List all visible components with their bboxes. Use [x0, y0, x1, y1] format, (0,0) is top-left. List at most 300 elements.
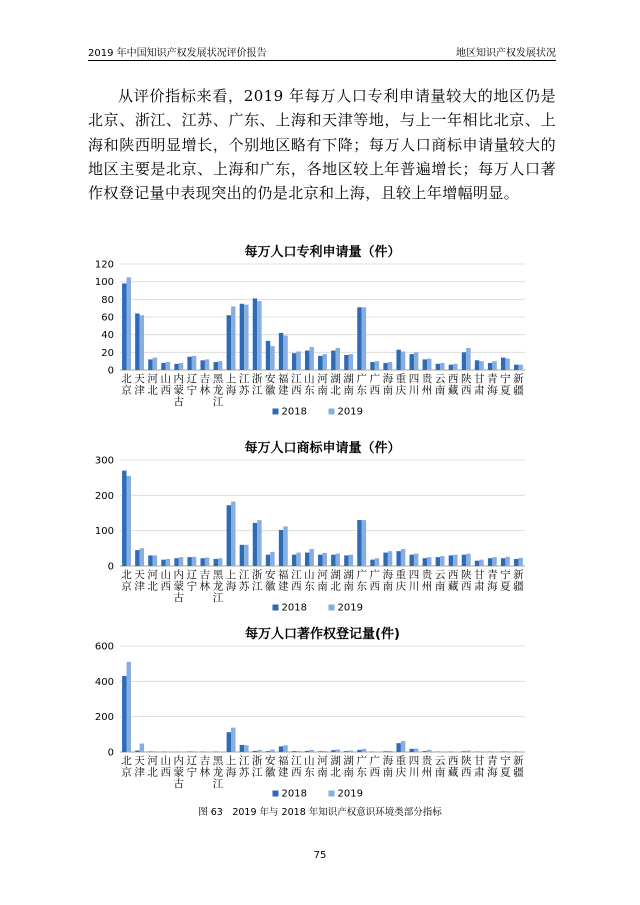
x-tick-label: 贵州: [421, 569, 433, 593]
x-tick-label: 河北: [147, 373, 158, 397]
x-tick-label: 西藏: [447, 569, 459, 593]
copyright-chart: [70, 622, 570, 809]
bar-2018: [488, 558, 492, 566]
bar-2019: [518, 751, 522, 752]
x-tick-label: 北京: [121, 755, 132, 779]
bar-2019: [309, 347, 313, 370]
bar-2019: [231, 502, 235, 566]
x-tick-label: 内蒙古: [173, 373, 185, 408]
x-tick-label: 青海: [487, 569, 498, 593]
legend-label: 2019: [337, 788, 363, 800]
bar-2019: [179, 363, 183, 370]
bar-2019: [257, 750, 261, 752]
x-tick-label: 广西: [369, 755, 381, 779]
bar-2019: [440, 556, 444, 566]
x-tick-label: 河南: [317, 569, 328, 593]
x-tick-label: 重庆: [395, 569, 407, 593]
bar-2019: [492, 751, 496, 752]
bar-2018: [357, 750, 361, 752]
bar-2018: [200, 360, 204, 370]
y-tick-label: 100: [94, 526, 114, 538]
bar-2018: [410, 749, 414, 752]
bar-2018: [240, 304, 244, 370]
x-tick-label: 山东: [304, 569, 315, 593]
bar-2019: [323, 354, 327, 370]
bar-2019: [518, 365, 522, 370]
x-tick-label: 重庆: [395, 373, 407, 397]
bar-2019: [427, 750, 431, 752]
x-tick-label: 海南: [382, 373, 394, 397]
bar-2018: [501, 751, 505, 752]
x-tick-label: 广东: [356, 569, 367, 593]
x-tick-label: 江苏: [238, 755, 250, 779]
x-tick-label: 新疆: [513, 373, 524, 397]
bar-2019: [205, 558, 209, 566]
bar-2019: [375, 558, 379, 566]
bar-2019: [257, 301, 261, 370]
bar-2019: [479, 560, 483, 566]
y-tick-label: 600: [94, 641, 114, 653]
bar-2018: [266, 751, 270, 752]
bar-2019: [257, 520, 261, 566]
bar-2018: [370, 560, 374, 566]
bar-2018: [187, 557, 191, 566]
bar-2019: [323, 751, 327, 752]
x-tick-label: 山西: [160, 569, 171, 593]
x-tick-label: 河北: [147, 569, 158, 593]
bar-2018: [475, 561, 479, 566]
legend-label: 2019: [337, 602, 363, 614]
bar-2019: [166, 559, 170, 566]
bar-2018: [396, 350, 400, 370]
bar-2018: [462, 352, 466, 370]
bar-2018: [187, 357, 191, 370]
x-tick-label: 安徽: [264, 755, 276, 779]
bar-2019: [192, 356, 196, 370]
x-tick-label: 新疆: [513, 569, 524, 593]
x-tick-label: 云南: [434, 755, 446, 779]
body-paragraph: 从评价指标来看，2019 年每万人口专利申请量较大的地区仍是北京、浙江、江苏、广东、上海和天津等地，与上一年相比北京、上海和陕西明显增长，个别地区略有下降；每万人口商标申请量较大的地区主要是北京、上海和广东，各地区较上年普遍增长；每万人口著作权登记量中表现突出的仍是北京和上海，且较上年增幅明显。: [88, 87, 556, 203]
bar-2018: [423, 558, 427, 566]
bar-2018: [318, 555, 322, 566]
bar-2018: [410, 354, 414, 370]
x-tick-label: 江苏: [238, 373, 250, 397]
x-tick-label: 四川: [408, 569, 420, 593]
bar-2019: [505, 359, 509, 370]
x-tick-label: 上海: [225, 373, 237, 397]
bar-2019: [270, 750, 274, 752]
x-tick-label: 浙江: [251, 569, 263, 593]
x-tick-label: 湖北: [330, 373, 341, 397]
bar-2019: [466, 348, 470, 370]
x-tick-label: 甘肃: [474, 569, 485, 593]
bar-2019: [205, 359, 209, 370]
bar-2018: [240, 745, 244, 752]
x-tick-label: 吉林: [199, 755, 211, 779]
bar-2018: [161, 363, 165, 370]
bar-2018: [462, 751, 466, 752]
x-tick-label: 山东: [304, 755, 315, 779]
bar-2019: [218, 558, 222, 566]
bar-2019: [375, 361, 379, 370]
bar-2019: [362, 749, 366, 752]
x-tick-label: 云南: [434, 373, 446, 397]
patent-chart: [70, 240, 570, 427]
x-tick-label: 天津: [134, 569, 145, 593]
bar-2018: [148, 555, 152, 566]
x-tick-label: 青海: [487, 373, 498, 397]
bar-2019: [166, 362, 170, 370]
bar-2019: [127, 476, 131, 566]
bar-2018: [240, 545, 244, 566]
x-tick-label: 浙江: [251, 373, 263, 397]
x-tick-label: 辽宁: [186, 569, 198, 593]
bar-2018: [370, 362, 374, 370]
bar-2018: [305, 351, 309, 370]
bar-2019: [127, 277, 131, 370]
bar-2019: [505, 751, 509, 752]
bar-2018: [174, 558, 178, 566]
bar-2019: [414, 554, 418, 566]
x-tick-label: 西藏: [447, 373, 459, 397]
bar-2019: [283, 336, 287, 370]
header-right: 地区知识产权发展状况: [456, 48, 556, 59]
y-tick-label: 0: [107, 561, 114, 573]
bar-2019: [440, 363, 444, 370]
bar-2019: [427, 359, 431, 370]
bar-2019: [192, 751, 196, 752]
bar-2018: [214, 559, 218, 566]
x-tick-label: 吉林: [199, 569, 211, 593]
legend-label: 2018: [281, 788, 307, 800]
bar-2019: [362, 520, 366, 566]
x-tick-label: 山西: [160, 373, 171, 397]
bar-2018: [266, 341, 270, 370]
x-tick-label: 辽宁: [186, 373, 198, 397]
bar-2019: [518, 558, 522, 566]
bar-2019: [296, 751, 300, 752]
bar-2019: [362, 307, 366, 370]
x-tick-label: 北京: [121, 373, 132, 397]
y-tick-label: 100: [94, 277, 114, 289]
bar-2019: [296, 351, 300, 370]
bar-2018: [318, 751, 322, 752]
bar-2018: [227, 505, 231, 566]
bar-2019: [414, 748, 418, 752]
x-tick-label: 西藏: [447, 755, 459, 779]
legend-label: 2018: [281, 602, 307, 614]
bar-2018: [318, 356, 322, 370]
header-left: 2019 年中国知识产权发展状况评价报告: [88, 48, 267, 59]
bar-2019: [127, 662, 131, 752]
bar-2018: [253, 298, 257, 370]
legend-swatch: [329, 791, 335, 797]
bar-2018: [410, 555, 414, 566]
x-tick-label: 江西: [291, 373, 302, 397]
bar-2018: [383, 751, 387, 752]
bar-2018: [135, 313, 139, 370]
y-tick-label: 300: [94, 455, 114, 467]
x-tick-label: 河北: [147, 755, 158, 779]
bar-2018: [187, 751, 191, 752]
y-tick-label: 400: [94, 676, 114, 688]
y-tick-label: 80: [101, 294, 114, 306]
bar-2019: [349, 354, 353, 370]
x-tick-label: 天津: [134, 373, 145, 397]
bar-2019: [388, 362, 392, 370]
x-tick-label: 广西: [369, 569, 381, 593]
x-tick-label: 新疆: [513, 755, 524, 779]
x-tick-label: 黑龙江: [212, 569, 224, 604]
bar-2019: [244, 305, 248, 370]
bar-2018: [462, 555, 466, 566]
x-tick-label: 江西: [291, 755, 302, 779]
y-tick-label: 200: [94, 712, 114, 724]
bar-2018: [266, 555, 270, 566]
bar-2019: [336, 750, 340, 752]
bar-2019: [244, 545, 248, 566]
x-tick-label: 湖南: [343, 755, 354, 779]
x-tick-label: 广东: [356, 755, 367, 779]
x-tick-label: 陕西: [460, 373, 472, 397]
bar-2019: [466, 751, 470, 752]
bar-2019: [231, 728, 235, 752]
x-tick-label: 青海: [487, 755, 498, 779]
bar-2019: [401, 351, 405, 370]
bar-2018: [214, 362, 218, 370]
bar-2019: [166, 751, 170, 752]
x-tick-label: 湖南: [343, 373, 354, 397]
bar-2018: [227, 315, 231, 370]
x-tick-label: 贵州: [421, 373, 433, 397]
bar-2018: [122, 471, 126, 566]
bar-2019: [466, 554, 470, 566]
bar-2018: [344, 355, 348, 370]
chart-title: 每万人口著作权登记量(件): [245, 627, 400, 642]
x-tick-label: 江苏: [238, 569, 250, 593]
bar-2018: [383, 553, 387, 566]
bar-2018: [514, 365, 518, 370]
bar-2018: [423, 359, 427, 370]
bar-2019: [479, 361, 483, 370]
bar-2019: [296, 553, 300, 566]
bar-2019: [270, 552, 274, 566]
bar-2018: [122, 676, 126, 752]
bar-2019: [192, 557, 196, 566]
bar-2018: [305, 751, 309, 752]
bar-2019: [505, 557, 509, 566]
bar-2019: [153, 555, 157, 566]
bar-2019: [440, 751, 444, 752]
x-tick-label: 江西: [291, 569, 302, 593]
x-tick-label: 宁夏: [500, 373, 511, 397]
x-tick-label: 安徽: [264, 373, 276, 397]
x-tick-label: 湖北: [330, 569, 341, 593]
chart-title: 每万人口专利申请量（件）: [244, 245, 401, 260]
bar-2018: [449, 555, 453, 566]
bar-2019: [336, 348, 340, 370]
bar-2019: [140, 744, 144, 752]
x-tick-label: 广东: [356, 373, 367, 397]
bar-2018: [331, 750, 335, 752]
bar-2018: [292, 555, 296, 566]
bar-2018: [135, 751, 139, 752]
bar-2019: [453, 751, 457, 752]
bar-2018: [383, 363, 387, 370]
legend-label: 2019: [337, 406, 363, 418]
bar-2019: [153, 358, 157, 370]
bar-2018: [148, 359, 152, 370]
bar-2018: [396, 743, 400, 752]
bar-2019: [283, 526, 287, 566]
bar-2018: [501, 558, 505, 566]
y-tick-label: 20: [101, 347, 114, 359]
page-number: 75: [313, 850, 327, 861]
bar-2018: [357, 307, 361, 370]
bar-2019: [375, 751, 379, 752]
x-tick-label: 湖北: [330, 755, 341, 779]
bar-2019: [479, 751, 483, 752]
x-tick-label: 福建: [278, 755, 289, 779]
legend-swatch: [329, 605, 335, 611]
bar-2019: [140, 548, 144, 566]
bar-2019: [153, 751, 157, 752]
bar-2018: [279, 746, 283, 752]
x-tick-label: 福建: [278, 373, 289, 397]
bar-2018: [227, 732, 231, 752]
x-tick-label: 海南: [382, 755, 394, 779]
bar-2019: [218, 361, 222, 370]
bar-2018: [331, 351, 335, 370]
bar-2018: [200, 558, 204, 566]
bar-2019: [309, 549, 313, 566]
x-tick-label: 陕西: [460, 569, 472, 593]
bar-2019: [244, 745, 248, 752]
x-tick-label: 贵州: [421, 755, 433, 779]
bar-2018: [488, 363, 492, 370]
bar-2019: [414, 352, 418, 370]
x-tick-label: 重庆: [395, 755, 407, 779]
y-tick-label: 0: [107, 747, 114, 759]
bar-2019: [283, 745, 287, 752]
x-tick-label: 湖南: [343, 569, 354, 593]
bar-2019: [388, 751, 392, 752]
legend-swatch: [329, 409, 335, 415]
x-tick-label: 内蒙古: [173, 755, 185, 790]
x-tick-label: 海南: [382, 569, 394, 593]
x-tick-label: 黑龙江: [212, 373, 224, 408]
x-tick-label: 天津: [134, 755, 145, 779]
legend-swatch: [273, 409, 279, 415]
bar-2018: [501, 358, 505, 370]
x-tick-label: 内蒙古: [173, 569, 185, 604]
bar-2018: [436, 557, 440, 566]
bar-2019: [453, 364, 457, 370]
y-tick-label: 40: [101, 330, 114, 342]
x-tick-label: 陕西: [460, 755, 472, 779]
bar-2019: [427, 557, 431, 566]
chart-title: 每万人口商标申请量（件）: [244, 441, 401, 456]
bar-2019: [388, 551, 392, 566]
x-tick-label: 上海: [225, 569, 237, 593]
bar-2018: [292, 353, 296, 370]
chart-svg: [70, 622, 570, 809]
y-tick-label: 120: [94, 259, 114, 271]
bar-2018: [174, 364, 178, 370]
bar-2019: [453, 555, 457, 566]
bar-2018: [305, 553, 309, 566]
x-tick-label: 山西: [160, 755, 171, 779]
bar-2018: [475, 360, 479, 370]
bar-2019: [492, 557, 496, 566]
chart-svg: [70, 240, 570, 427]
bar-2018: [148, 751, 152, 752]
y-tick-label: 0: [107, 365, 114, 377]
bar-2019: [270, 346, 274, 370]
bar-2019: [309, 750, 313, 752]
legend-label: 2018: [281, 406, 307, 418]
bar-2018: [423, 751, 427, 752]
x-tick-label: 四川: [408, 755, 420, 779]
bar-2019: [231, 306, 235, 370]
x-tick-label: 吉林: [199, 373, 211, 397]
x-tick-label: 甘肃: [474, 755, 485, 779]
bar-2018: [253, 751, 257, 752]
x-tick-label: 山东: [304, 373, 315, 397]
y-tick-label: 60: [101, 312, 114, 324]
chart-svg: [70, 436, 570, 623]
bar-2019: [401, 741, 405, 752]
x-tick-label: 甘肃: [474, 373, 485, 397]
bar-2018: [331, 555, 335, 566]
bar-2018: [344, 751, 348, 752]
bar-2019: [336, 554, 340, 566]
x-tick-label: 广西: [369, 373, 381, 397]
bar-2018: [436, 364, 440, 370]
x-tick-label: 四川: [408, 373, 420, 397]
x-tick-label: 浙江: [251, 755, 263, 779]
bar-2018: [449, 365, 453, 370]
x-tick-label: 宁夏: [500, 755, 511, 779]
bar-2019: [179, 557, 183, 566]
x-tick-label: 上海: [225, 755, 237, 779]
bar-2018: [161, 560, 165, 566]
bar-2019: [205, 751, 209, 752]
bar-2019: [349, 751, 353, 752]
x-tick-label: 河南: [317, 373, 328, 397]
bar-2019: [140, 315, 144, 370]
bar-2018: [279, 333, 283, 370]
x-tick-label: 福建: [278, 569, 289, 593]
y-tick-label: 200: [94, 490, 114, 502]
bar-2019: [349, 555, 353, 566]
legend-swatch: [273, 791, 279, 797]
x-tick-label: 宁夏: [500, 569, 511, 593]
x-tick-label: 安徽: [264, 569, 276, 593]
bar-2018: [357, 520, 361, 566]
x-tick-label: 北京: [121, 569, 132, 593]
bar-2018: [292, 751, 296, 752]
bar-2018: [396, 551, 400, 566]
trademark-chart: [70, 436, 570, 623]
legend-swatch: [273, 605, 279, 611]
figure-caption: 图 63 2019 年与 2018 年知识产权意识环境类部分指标: [198, 807, 442, 818]
page-header: [88, 44, 556, 58]
bar-2018: [514, 559, 518, 566]
x-tick-label: 黑龙江: [212, 755, 224, 790]
bar-2019: [401, 549, 405, 566]
bar-2019: [492, 361, 496, 370]
